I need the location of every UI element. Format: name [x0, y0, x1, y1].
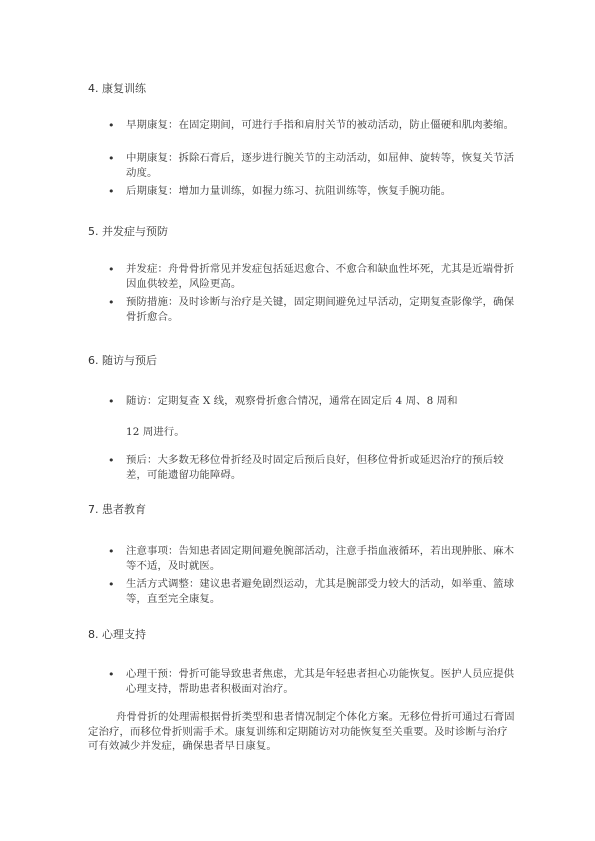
list-item-followup: 随访：定期复查 X 线，观察骨折愈合情况，通常在固定后 4 周、8 周和 [126, 395, 458, 407]
list-item-precautions: 注意事项：告知患者固定期间避免腕部活动，注意手指血液循环，若出现肿胀、麻木等不适，及时就医。 [126, 545, 515, 572]
list-item-followup-cont: 12 周进行。 [126, 426, 185, 438]
list-item-early-rehab: 早期康复：在固定期间，可进行手指和肩肘关节的被动活动，防止僵硬和肌肉萎缩。 [126, 119, 515, 131]
bullet-marker: • [108, 296, 115, 309]
bullet-marker: • [108, 152, 115, 165]
section-heading-rehab: 4. 康复训练 [88, 82, 146, 95]
list-item-mid-rehab: 中期康复：拆除石膏后，逐步进行腕关节的主动活动，如屈伸、旋转等，恢复关节活动度。 [126, 152, 515, 179]
bullet-marker: • [108, 545, 115, 558]
summary-paragraph: 舟骨骨折的处理需根据骨折类型和患者情况制定个体化方案。无移位骨折可通过石膏固定治疗，而移位骨折则需手术。康复训练和定期随访对功能恢复至关重要。及时诊断与治疗可有效减少并发症，确保患者早日康复。 [88, 711, 515, 753]
list-item-lifestyle: 生活方式调整：建议患者避免剧烈运动，尤其是腕部受力较大的活动，如举重、篮球等，直至完全康复。 [126, 578, 515, 605]
section-heading-followup: 6. 随访与预后 [88, 354, 157, 367]
list-item-psych: 心理干预：骨折可能导致患者焦虑，尤其是年轻患者担心功能恢复。医护人员应提供心理支持，帮助患者积极面对治疗。 [126, 668, 515, 695]
list-item-prognosis: 预后：大多数无移位骨折经及时固定后预后良好，但移位骨折或延迟治疗的预后较差，可能遗留功能障碍。 [126, 454, 504, 481]
section-heading-education: 7. 患者教育 [88, 503, 146, 516]
list-item-prevention: 预防措施：及时诊断与治疗是关键，固定期间避免过早活动，定期复查影像学，确保骨折愈合。 [126, 296, 515, 323]
section-heading-complications: 5. 并发症与预防 [88, 225, 168, 238]
bullet-marker: • [108, 454, 115, 467]
bullet-marker: • [108, 263, 115, 276]
list-item-complications: 并发症：舟骨骨折常见并发症包括延迟愈合、不愈合和缺血性坏死，尤其是近端骨折因血供较差，风险更高。 [126, 263, 515, 290]
bullet-marker: • [108, 395, 115, 408]
bullet-marker: • [108, 185, 115, 198]
list-item-late-rehab: 后期康复：增加力量训练，如握力练习、抗阻训练等，恢复手腕功能。 [126, 185, 452, 197]
bullet-marker: • [108, 668, 115, 681]
bullet-marker: • [108, 578, 115, 591]
bullet-marker: • [108, 119, 115, 132]
section-heading-psych: 8. 心理支持 [88, 628, 146, 641]
